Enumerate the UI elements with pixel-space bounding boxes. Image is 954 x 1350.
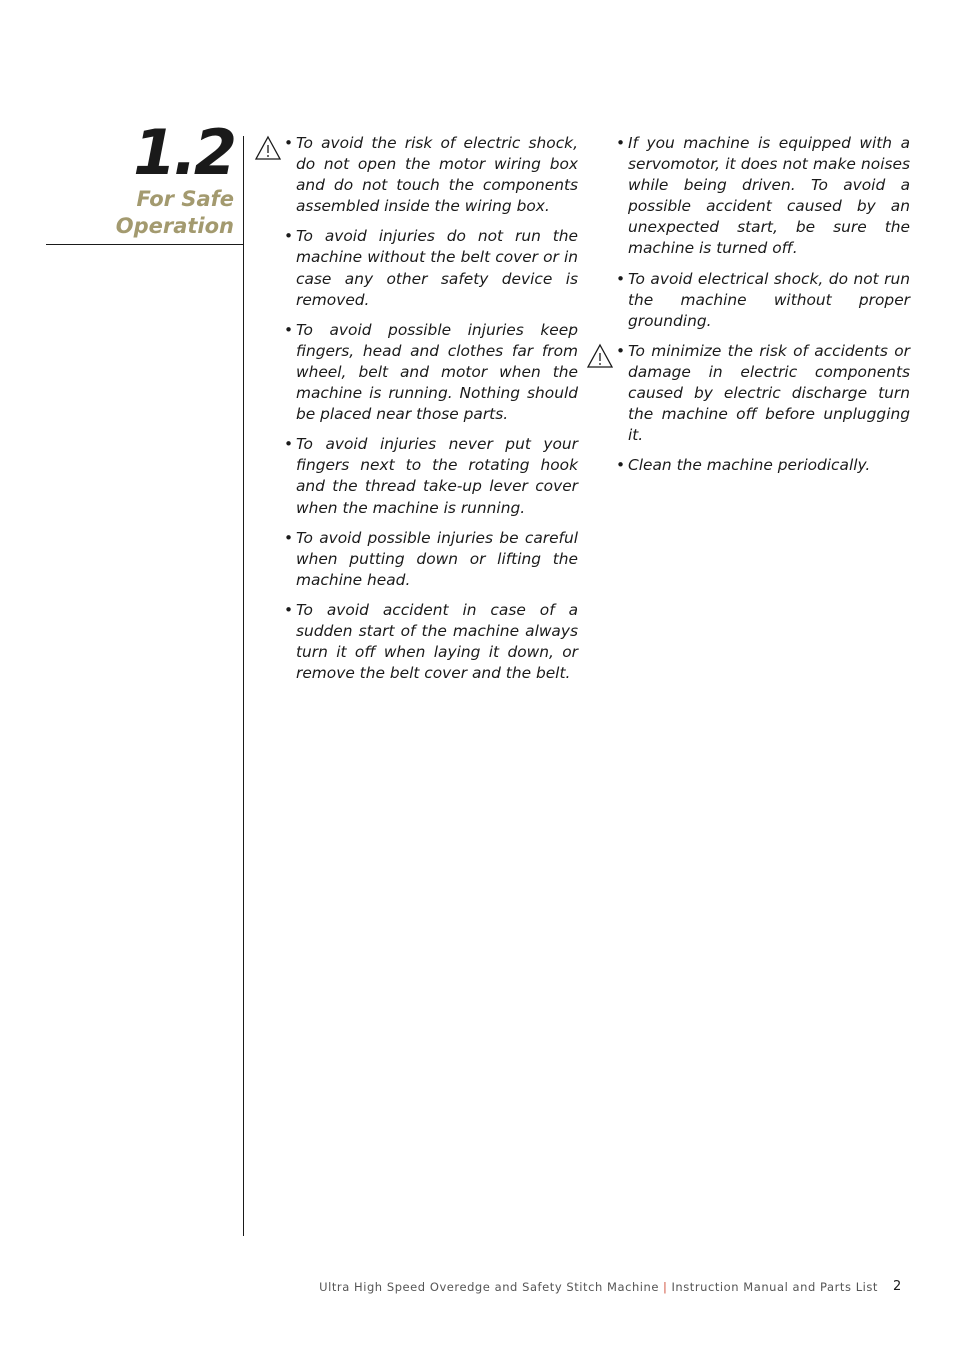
bullet: • (616, 269, 626, 288)
safety-item-text: If you machine is equipped with a servomotor, it does not make noises while being driven. To avoid a possible accident caused by an unexpected start, be sure the machine is turned off. (628, 134, 910, 258)
bullet: • (284, 320, 294, 339)
footer-machine-name: Ultra High Speed Overedge and Safety Stitch Machine (319, 1280, 660, 1294)
section-title-line-2: Operation (115, 214, 234, 238)
safety-item (616, 133, 910, 260)
safety-item (284, 434, 578, 518)
right-column (616, 133, 910, 485)
bullet: • (616, 134, 626, 152)
title-underline (46, 244, 243, 245)
safety-item (284, 320, 578, 425)
safety-item (616, 269, 910, 332)
safety-item-text: Clean the machine periodically. (628, 456, 871, 475)
bullet: • (616, 456, 626, 475)
bullet: • (616, 341, 626, 360)
footer-title (319, 1280, 878, 1294)
warning-triangle-icon (586, 343, 614, 369)
bullet: • (284, 600, 294, 619)
safety-item-text: To minimize the risk of accidents or damage in electric components caused by electric discharge turn the machine off before unplugging it. (628, 341, 910, 445)
safety-item-text: To avoid accident in case of a sudden start of the machine always turn it off when laying it down, or remove the belt cover and the belt. (296, 600, 578, 683)
safety-item (616, 341, 910, 446)
page-number: 2 (893, 1279, 902, 1294)
safety-item-text: To avoid injuries never put your fingers next to the rotating hook and the thread take-up lever cover when the machine is running. (296, 435, 578, 517)
warning-triangle-icon (254, 135, 282, 161)
bullet: • (284, 435, 294, 454)
safety-item-text: To avoid possible injuries keep fingers, head and clothes far from wheel, belt and motor when the machine is running. Nothing should be placed near those parts. (296, 320, 578, 424)
safety-item (284, 226, 578, 310)
left-column (284, 133, 578, 693)
bullet: • (284, 227, 294, 246)
bullet: • (284, 134, 294, 152)
safety-item-text: To avoid the risk of electric shock, do not open the motor wiring box and do not touch the components assembled inside the wiring box. (296, 134, 578, 216)
bullet: • (284, 528, 294, 547)
section-title-line-1: For Safe (136, 187, 234, 211)
safety-item-text: To avoid electrical shock, do not run the machine without proper grounding. (628, 269, 910, 330)
safety-item-text: To avoid injuries do not run the machine without the belt cover or in case any other safety device is removed. (296, 227, 578, 309)
safety-item-text: To avoid possible injuries be careful when putting down or lifting the machine head. (296, 528, 578, 589)
margin-divider (243, 136, 244, 1236)
safety-item (284, 133, 578, 217)
section-title (116, 186, 234, 240)
safety-item (616, 455, 910, 476)
section-number: 1.2 (133, 116, 234, 189)
footer-document-name: Instruction Manual and Parts List (671, 1280, 878, 1294)
safety-item (284, 528, 578, 591)
safety-item (284, 600, 578, 684)
footer-separator: | (663, 1280, 668, 1294)
